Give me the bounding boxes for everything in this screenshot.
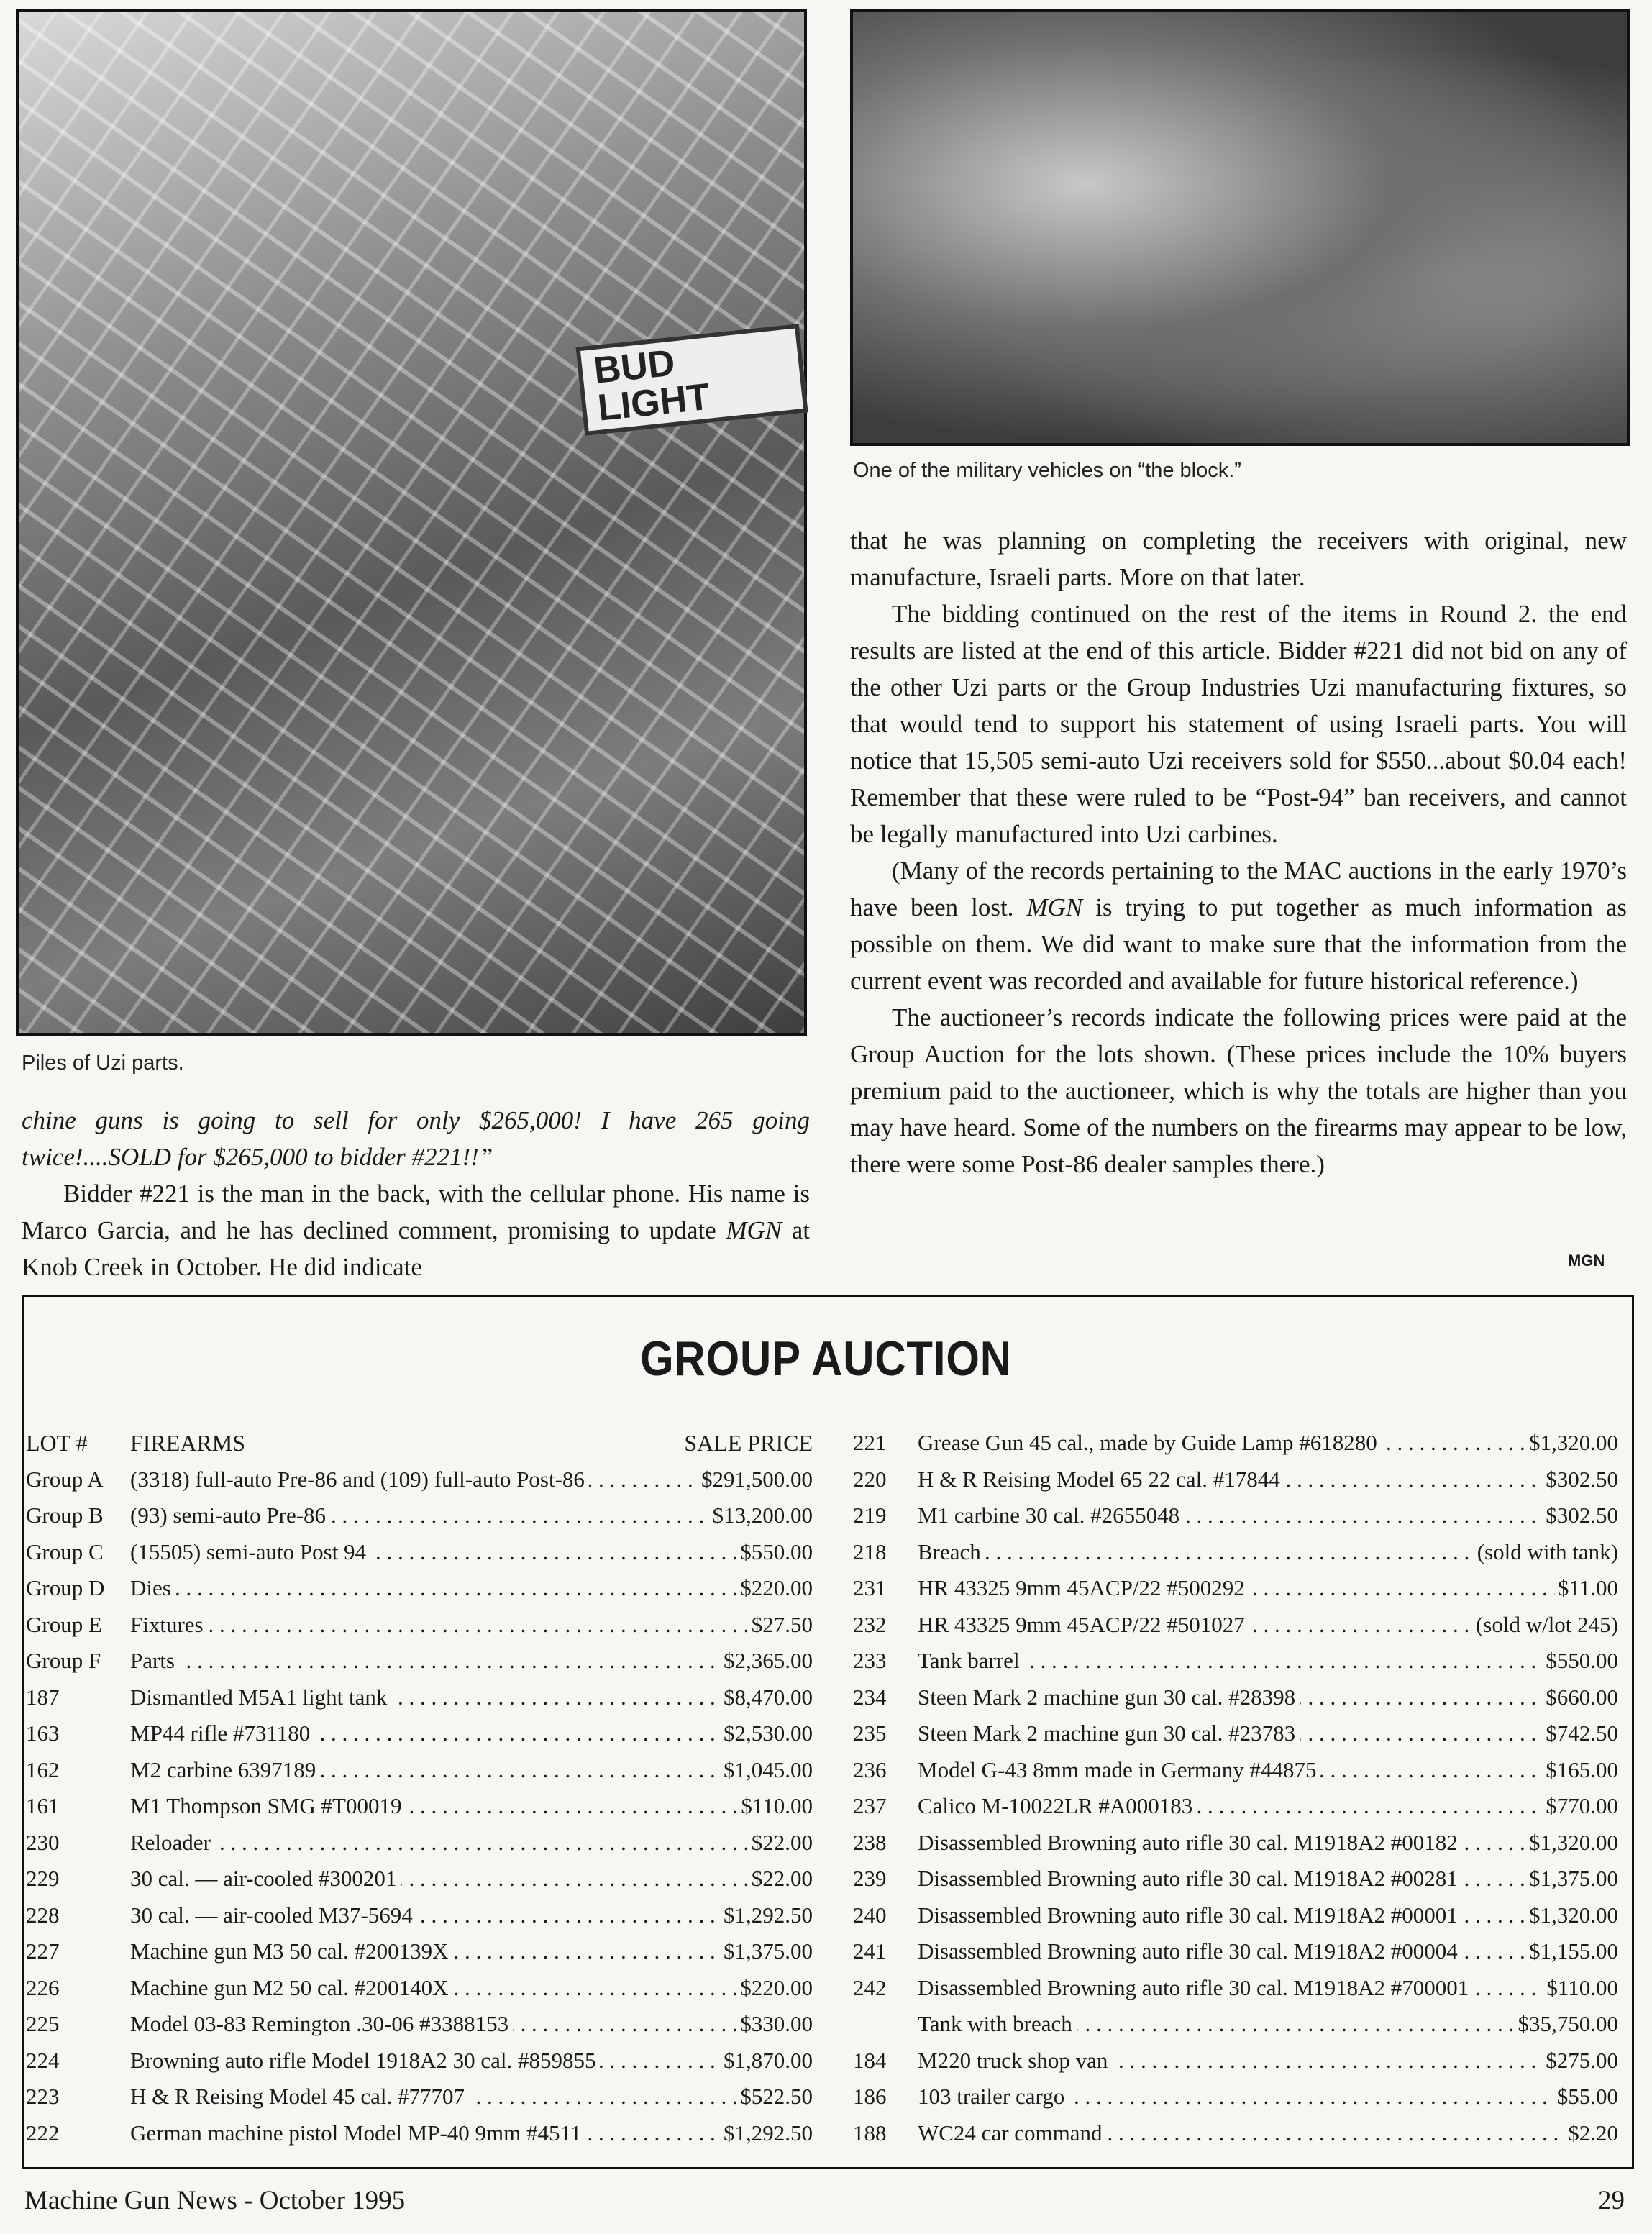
lot-description: H & R Reising Model 45 cal. #77707 (130, 2084, 469, 2109)
lot-number: 224 (26, 2047, 60, 2073)
lot-description: Reloader (130, 1830, 215, 1855)
sale-price: (sold w/lot 245) (1473, 1612, 1618, 1638)
lot-number: 228 (26, 1902, 60, 1928)
header-price: SALE PRICE (681, 1430, 813, 1456)
publication-footer: Machine Gun News - October 1995 (24, 2186, 406, 2215)
lot-description: (15505) semi-auto Post 94 (130, 1539, 370, 1564)
lot-description: Machine gun M2 50 cal. #200140X (130, 1975, 453, 2000)
lot-number: 233 (853, 1648, 887, 1673)
sale-price: $330.00 (737, 2011, 813, 2037)
auction-row (26, 1866, 813, 1902)
lot-number: 230 (26, 1829, 60, 1855)
sale-price: $55.00 (1554, 2084, 1618, 2110)
sale-price: $660.00 (1543, 1684, 1618, 1710)
auction-row (853, 1575, 1618, 1612)
sale-price: $220.00 (737, 1975, 813, 2001)
auction-row (26, 1793, 813, 1830)
header-lot: LOT # (26, 1430, 88, 1456)
lot-number: 221 (853, 1430, 887, 1455)
auction-row (853, 1975, 1618, 2012)
lot-number: 188 (853, 2120, 887, 2146)
lot-description: Machine gun M3 50 cal. #200139X (130, 1938, 453, 1964)
auction-table-header (26, 1430, 813, 1467)
auction-row (853, 1830, 1618, 1866)
auction-row (26, 1467, 813, 1503)
sale-price: $522.50 (737, 2084, 813, 2110)
auction-row (26, 2011, 813, 2048)
auction-row (853, 1866, 1618, 1902)
sale-price: $1,870.00 (721, 2048, 813, 2074)
sale-price: $291,500.00 (698, 1467, 813, 1492)
military-vehicle-photo (850, 9, 1630, 446)
sale-price: $1,155.00 (1526, 1938, 1618, 1964)
lot-number: 223 (26, 2084, 60, 2109)
lot-description: H & R Reising Model 65 22 cal. #17844 (918, 1467, 1284, 1492)
lot-number: 163 (26, 1720, 60, 1746)
auction-right-table (853, 1430, 1618, 2156)
sale-price: $2,365.00 (721, 1648, 813, 1674)
lot-description: German machine pistol Model MP-40 9mm #4511 (130, 2120, 585, 2146)
sale-price: $550.00 (1543, 1648, 1618, 1674)
auction-row (26, 2084, 813, 2120)
auction-row (853, 2084, 1618, 2120)
sale-price: $302.50 (1543, 1467, 1618, 1492)
lot-number: Group E (26, 1611, 102, 1637)
sale-price: $8,470.00 (721, 1684, 813, 1710)
auction-row (26, 1975, 813, 2012)
lot-description: MP44 rifle #731180 (130, 1720, 314, 1746)
article-paragraph: The bidding continued on the rest of the items in Round 2. the end results are listed at the end of this article. Bidder #221 did not bid on any of the other Uzi parts or the Group Industries Uzi manufacturing fixtures, so that would tend to support his statement of using Israeli parts. You will notice that 15,505 semi-auto Uzi receivers sold for $550...about $0.04 each! Remember that these were ruled to be “Post-94” ban receivers, and cannot be legally manufactured into Uzi carbines. (850, 600, 1627, 848)
lot-description: Model 03-83 Remington .30-06 #3388153 (130, 2011, 513, 2036)
sale-price: $11.00 (1555, 1575, 1618, 1601)
military-vehicle-caption: One of the military vehicles on “the block.” (853, 459, 1241, 482)
lot-description: Fixtures (130, 1612, 208, 1637)
auction-row (853, 2120, 1618, 2157)
auction-row (26, 1539, 813, 1576)
auction-row (853, 1793, 1618, 1830)
article-paragraph: (Many of the records pertaining to the MAC auctions in the early 1970’s have been lost. MGN is trying to put together as much information as possible on them. We did want to make sure that the information from the current event was recorded and available for future historical reference.) (850, 857, 1627, 995)
bud-light-sign: BUD LIGHT (575, 324, 808, 436)
lot-number: 186 (853, 2084, 887, 2109)
lot-number: Group B (26, 1503, 104, 1528)
sale-price: $27.50 (749, 1612, 813, 1638)
lot-description: (93) semi-auto Pre-86 (130, 1503, 330, 1528)
lot-description: M2 carbine 6397189 (130, 1757, 320, 1782)
sale-price: $165.00 (1543, 1757, 1618, 1783)
sale-price: $1,045.00 (721, 1757, 813, 1783)
auction-row (853, 1467, 1618, 1503)
sale-price: $110.00 (738, 1793, 813, 1819)
auction-row (26, 1612, 813, 1649)
sale-price: $2.20 (1565, 2120, 1618, 2146)
auction-row (853, 1612, 1618, 1649)
sale-price: $110.00 (1543, 1975, 1618, 2001)
lot-description: WC24 car command (918, 2120, 1107, 2146)
auction-row (26, 1757, 813, 1794)
auction-row (853, 1902, 1618, 1939)
lot-number: Group A (26, 1466, 104, 1492)
lot-number: 222 (26, 2120, 60, 2146)
lot-description: Calico M-10022LR #A000183 (918, 1793, 1197, 1818)
uzi-parts-caption: Piles of Uzi parts. (22, 1052, 184, 1075)
lot-number: 238 (853, 1829, 887, 1855)
sale-price: $1,375.00 (1526, 1866, 1618, 1892)
sale-price: $302.50 (1543, 1503, 1618, 1528)
auction-row (26, 1503, 813, 1539)
sale-price: $22.00 (749, 1866, 813, 1892)
auction-row (853, 1648, 1618, 1684)
lot-number: 227 (26, 1938, 60, 1964)
sale-price: $770.00 (1543, 1793, 1618, 1819)
lot-number: 237 (853, 1793, 887, 1818)
lot-number: 187 (26, 1684, 60, 1710)
auction-row (26, 1720, 813, 1757)
article-quote: chine guns is going to sell for only $265,000! I have 265 going twice!....SOLD for $265,000 to bidder #221!!” (22, 1106, 810, 1171)
lot-number: 162 (26, 1756, 60, 1782)
auction-row (26, 1575, 813, 1612)
lot-description: 103 trailer cargo (918, 2084, 1069, 2109)
auction-row (26, 2048, 813, 2084)
sale-price: $22.00 (749, 1830, 813, 1856)
auction-row (26, 1830, 813, 1866)
lot-description: Model G-43 8mm made in Germany #44875 (918, 1757, 1320, 1782)
lot-description: Browning auto rifle Model 1918A2 30 cal. #859855 (130, 2048, 600, 2073)
sale-price: $275.00 (1543, 2048, 1618, 2074)
lot-description: HR 43325 9mm 45ACP/22 #500292 (918, 1575, 1249, 1600)
auction-row (26, 2120, 813, 2157)
sale-price: $13,200.00 (710, 1503, 813, 1528)
page-number: 29 (1598, 2186, 1625, 2215)
lot-number: 240 (853, 1902, 887, 1928)
lot-description: Tank barrel (918, 1648, 1024, 1673)
auction-title: GROUP AUCTION (640, 1331, 1012, 1386)
lot-number: Group F (26, 1648, 101, 1673)
lot-number: 234 (853, 1684, 887, 1710)
auction-row (26, 1648, 813, 1684)
lot-description: (3318) full-auto Pre-86 and (109) full-auto Post-86 (130, 1467, 589, 1492)
lot-number: 218 (853, 1538, 887, 1564)
auction-row (26, 1938, 813, 1975)
auction-row (853, 1938, 1618, 1975)
sale-price: $1,320.00 (1526, 1902, 1618, 1928)
sale-price: $35,750.00 (1515, 2011, 1619, 2037)
lot-description: Disassembled Browning auto rifle 30 cal. M1918A2 #700001 (918, 1975, 1473, 2000)
auction-row (853, 1430, 1618, 1467)
auction-row (853, 1503, 1618, 1539)
lot-description: Grease Gun 45 cal., made by Guide Lamp #618280 (918, 1430, 1382, 1455)
lot-description: Disassembled Browning auto rifle 30 cal. M1918A2 #00001 (918, 1902, 1462, 1928)
article-right-column (850, 522, 1627, 1182)
lot-number: 226 (26, 1974, 60, 2000)
lot-number: Group C (26, 1538, 104, 1564)
lot-description: M1 Thompson SMG #T00019 (130, 1793, 406, 1818)
article-paragraph: The auctioneer’s records indicate the following prices were paid at the Group Auction for the lots shown. (These prices include the 10% buyers premium paid to the auctioneer, which is why the totals are higher than you may have heard. Some of the numbers on the firearms may appear to be low, there were some Post-86 dealer samples there.) (850, 1003, 1627, 1178)
lot-number: 225 (26, 2011, 60, 2036)
auction-row (26, 1902, 813, 1939)
lot-number: 229 (26, 1866, 60, 1891)
lot-description: Disassembled Browning auto rifle 30 cal. M1918A2 #00281 (918, 1866, 1462, 1891)
lot-description: Dismantled M5A1 light tank (130, 1684, 391, 1710)
sale-price: $1,292.50 (721, 1902, 813, 1928)
lot-number: 220 (853, 1466, 887, 1492)
sale-price: $1,375.00 (721, 1938, 813, 1964)
lot-description: Steen Mark 2 machine gun 30 cal. #28398 (918, 1684, 1300, 1710)
uzi-parts-photo (16, 9, 807, 1036)
lot-number: 241 (853, 1938, 887, 1964)
sale-price: (sold with tank) (1474, 1539, 1618, 1565)
lot-number: 184 (853, 2047, 887, 2073)
sale-price: $1,320.00 (1526, 1830, 1618, 1856)
sale-price: $220.00 (737, 1575, 813, 1601)
lot-description: M1 carbine 30 cal. #2655048 (918, 1503, 1184, 1528)
lot-description: Dies (130, 1575, 175, 1600)
article-signature: MGN (1568, 1252, 1605, 1269)
sale-price: $2,530.00 (721, 1720, 813, 1746)
lot-description: Disassembled Browning auto rifle 30 cal. M1918A2 #00182 (918, 1830, 1462, 1855)
lot-description: Steen Mark 2 machine gun 30 cal. #23783 (918, 1720, 1300, 1746)
auction-row (26, 1684, 813, 1721)
auction-left-table (26, 1430, 813, 2156)
sale-price: $1,320.00 (1526, 1430, 1618, 1456)
lot-description: Breach (918, 1539, 985, 1564)
auction-row (853, 1720, 1618, 1757)
auction-row (853, 2048, 1618, 2084)
lot-description: 30 cal. — air-cooled M37-5694 (130, 1902, 417, 1928)
lot-number: 219 (853, 1503, 887, 1528)
auction-row (853, 2011, 1618, 2048)
lot-number: Group D (26, 1575, 105, 1600)
lot-description: HR 43325 9mm 45ACP/22 #501027 (918, 1612, 1249, 1637)
lot-number: 242 (853, 1974, 887, 2000)
lot-number: 239 (853, 1866, 887, 1891)
article-paragraph: that he was planning on completing the receivers with original, new manufacture, Israeli parts. More on that later. (850, 526, 1627, 591)
auction-row (853, 1684, 1618, 1721)
header-item: FIREARMS (130, 1430, 250, 1456)
auction-row (853, 1757, 1618, 1794)
lot-number: 235 (853, 1720, 887, 1746)
sale-price: $550.00 (737, 1539, 813, 1565)
lot-description: Disassembled Browning auto rifle 30 cal. M1918A2 #00004 (918, 1938, 1462, 1964)
lot-number: 232 (853, 1611, 887, 1637)
lot-number: 161 (26, 1793, 60, 1818)
auction-row (853, 1539, 1618, 1576)
lot-description: 30 cal. — air-cooled #300201 (130, 1866, 401, 1891)
sale-price: $742.50 (1543, 1720, 1618, 1746)
lot-description: Tank with breach (918, 2011, 1077, 2036)
lot-description: Parts (130, 1648, 179, 1673)
lot-number: 231 (853, 1575, 887, 1600)
article-left-column (22, 1102, 810, 1285)
lot-description: M220 truck shop van (918, 2048, 1112, 2073)
sale-price: $1,292.50 (721, 2120, 813, 2146)
lot-number: 236 (853, 1756, 887, 1782)
article-paragraph: Bidder #221 is the man in the back, with the cellular phone. His name is Marco Garcia, and he has declined comment, promising to update MGN at Knob Creek in October. He did indicate (22, 1180, 810, 1281)
